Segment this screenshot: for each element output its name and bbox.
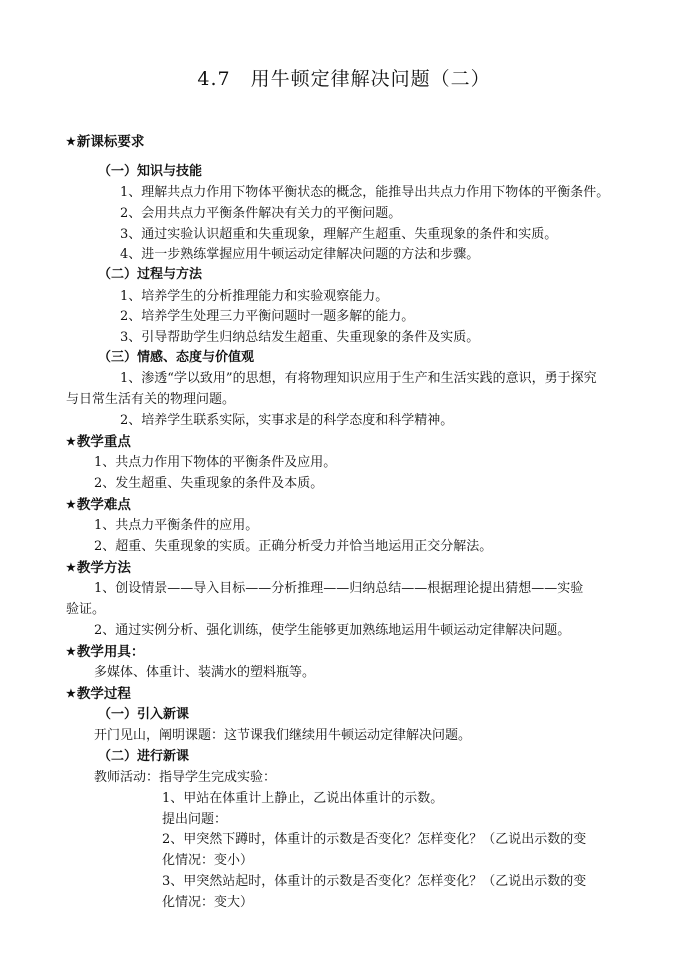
star-icon: ★	[66, 687, 76, 700]
list-item: 2、发生超重、失重现象的条件及本质。	[94, 476, 324, 491]
list-item: 1、培养学生的分析推理能力和实验观察能力。	[120, 289, 389, 304]
section-heading-curriculum: ★新课标要求	[66, 134, 145, 150]
list-item: 2、培养学生处理三力平衡问题时一题多解的能力。	[120, 309, 415, 324]
list-item: 2、超重、失重现象的实质。正确分析受力并恰当地运用正交分解法。	[94, 539, 493, 554]
subheading-values: （三）情感、态度与价值观	[98, 350, 255, 365]
list-item: 1、渗透“学以致用”的思想，有将物理知识应用于生产和生活实践的意识，勇于探究	[120, 371, 597, 386]
list-item-continuation: 与日常生活有关的物理问题。	[66, 392, 236, 407]
list-item-continuation: 化情况：变小）	[162, 853, 254, 868]
list-item: 2、通过实例分析、强化训练，使学生能够更加熟练地运用牛顿运动定律解决问题。	[94, 623, 571, 638]
star-icon: ★	[66, 435, 76, 448]
list-item: 2、培养学生联系实际，实事求是的科学态度和科学精神。	[120, 413, 454, 428]
list-item: 1、共点力平衡条件的应用。	[94, 518, 259, 533]
list-item: 3、通过实验认识超重和失重现象，理解产生超重、失重现象的条件和实质。	[120, 227, 558, 242]
star-icon: ★	[66, 498, 76, 511]
list-item: 3、引导帮助学生归纳总结发生超重、失重现象的条件及实质。	[120, 330, 480, 345]
list-item: 多媒体、体重计、装满水的塑料瓶等。	[94, 665, 316, 680]
subheading-process-method: （二）过程与方法	[98, 267, 203, 282]
star-icon: ★	[66, 561, 76, 574]
section-heading-key-points: ★教学重点	[66, 434, 131, 450]
paragraph: 提出问题：	[162, 812, 228, 827]
section-heading-difficulties: ★教学难点	[66, 497, 131, 513]
list-item-continuation: 验证。	[66, 602, 106, 617]
list-item: 2、甲突然下蹲时，体重计的示数是否变化？怎样变化？（乙说出示数的变	[162, 832, 587, 847]
subheading-introduction: （一）引入新课	[98, 707, 190, 722]
star-icon: ★	[66, 135, 76, 148]
list-item: 3、甲突然站起时，体重计的示数是否变化？怎样变化？（乙说出示数的变	[162, 874, 587, 889]
list-item: 2、会用共点力平衡条件解决有关力的平衡问题。	[120, 206, 402, 221]
list-item: 1、甲站在体重计上静止，乙说出体重计的示数。	[162, 791, 444, 806]
document-title: 4.7 用牛顿定律解决问题（二）	[197, 68, 491, 90]
list-item-continuation: 化情况：变大）	[162, 895, 254, 910]
list-item: 1、创设情景——导入目标——分析推理——归纳总结——根据理论提出猜想——实验	[94, 581, 584, 596]
subheading-knowledge-skills: （一）知识与技能	[98, 164, 203, 179]
paragraph: 教师活动：指导学生完成实验：	[94, 770, 277, 785]
paragraph: 开门见山，阐明课题：这节课我们继续用牛顿运动定律解决问题。	[94, 728, 472, 743]
list-item: 4、进一步熟练掌握应用牛顿运动定律解决问题的方法和步骤。	[120, 247, 480, 262]
star-icon: ★	[66, 645, 76, 658]
subheading-new-lesson: （二）进行新课	[98, 749, 190, 764]
list-item: 1、理解共点力作用下物体平衡状态的概念，能推导出共点力作用下物体的平衡条件。	[120, 185, 610, 200]
list-item: 1、共点力作用下物体的平衡条件及应用。	[94, 455, 337, 470]
section-heading-process: ★教学过程	[66, 686, 131, 702]
section-heading-tools: ★教学用具：	[66, 644, 145, 660]
section-heading-methods: ★教学方法	[66, 560, 131, 576]
